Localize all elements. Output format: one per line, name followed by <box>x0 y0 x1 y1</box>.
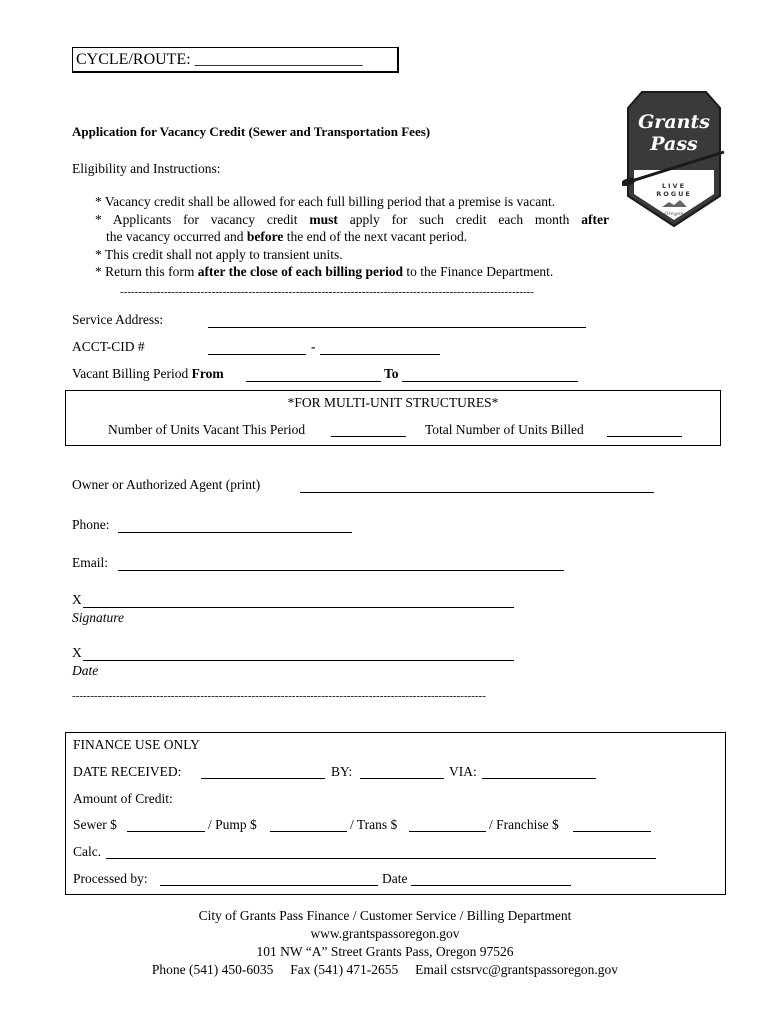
footer-phone: Phone (541) 450-6035 <box>151 962 274 977</box>
logo-text-live: LIVE <box>661 182 687 190</box>
instruction-item: * Applicants for vacancy credit must apply for such credit each month after <box>95 211 609 227</box>
acct-field[interactable] <box>208 339 306 355</box>
calc-field[interactable] <box>106 844 656 859</box>
form-title: Application for Vacancy Credit (Sewer and Transportation Fees) <box>72 124 431 139</box>
via-field[interactable] <box>482 764 596 779</box>
processed-by-label: Processed by: <box>73 871 148 886</box>
calc-label: Calc. <box>73 844 102 859</box>
service-address-field[interactable] <box>208 312 586 328</box>
phone-label: Phone: <box>72 517 110 532</box>
acct-dash: - <box>311 339 316 354</box>
logo-text-grants: Grants <box>638 111 710 133</box>
service-address-label: Service Address: <box>72 312 164 327</box>
instruction-item: * Return this form after the close of each billing period to the Finance Department. <box>95 264 554 279</box>
instruction-item: * Vacancy credit shall be allowed for each full billing period that a premise is vacant. <box>95 194 556 209</box>
pump-label: / Pump $ <box>208 817 257 832</box>
eligibility-label: Eligibility and Instructions: <box>72 161 221 176</box>
units-vacant-label: Number of Units Vacant This Period <box>108 422 306 437</box>
franchise-label: / Franchise $ <box>489 817 559 832</box>
amount-credit-label: Amount of Credit: <box>73 791 173 806</box>
cycle-route-label: CYCLE/ROUTE: _____________________ <box>76 51 363 68</box>
units-vacant-field[interactable] <box>331 422 406 437</box>
finance-use-section <box>65 732 726 895</box>
footer-website: www.grantspassoregon.gov <box>310 926 460 941</box>
by-field[interactable] <box>360 764 444 779</box>
instruction-item-continued: the vacancy occurred and before the end of the next vacant period. <box>106 229 468 244</box>
pump-field[interactable] <box>270 817 347 832</box>
signature-field[interactable] <box>83 592 514 608</box>
footer-fax: Fax (541) 471-2655 <box>290 962 399 977</box>
agent-name-field[interactable] <box>300 477 654 493</box>
footer-address: 101 NW “A” Street Grants Pass, Oregon 97526 <box>256 944 514 959</box>
vacant-period-label: Vacant Billing Period From <box>72 366 224 381</box>
footer <box>0 907 770 979</box>
logo-text-pass: Pass <box>650 133 698 155</box>
units-billed-field[interactable] <box>607 422 682 437</box>
grants-pass-logo <box>622 88 726 230</box>
period-from-field[interactable] <box>246 366 381 382</box>
franchise-field[interactable] <box>573 817 651 832</box>
phone-field[interactable] <box>118 517 352 533</box>
instructions-list <box>95 193 609 281</box>
processed-by-field[interactable] <box>160 871 378 886</box>
logo-text-oregon: Oregon <box>664 211 684 217</box>
cycle-route-field[interactable] <box>72 47 399 73</box>
units-billed-label: Total Number of Units Billed <box>425 422 584 437</box>
multi-unit-heading: *FOR MULTI-UNIT STRUCTURES* <box>287 395 499 410</box>
via-label: VIA: <box>449 764 477 779</box>
finance-heading: FINANCE USE ONLY <box>73 737 200 752</box>
separator-line: ----------------------------------------------------------------------------------------------------------------- <box>120 286 534 298</box>
acct-cid-label: ACCT-CID # <box>72 339 145 354</box>
date-received-field[interactable] <box>201 764 325 779</box>
logo-text-rogue: ROGUE <box>656 190 692 198</box>
date-field[interactable] <box>83 645 514 661</box>
cid-field[interactable] <box>320 339 440 355</box>
to-label: To <box>384 366 399 381</box>
period-to-field[interactable] <box>402 366 578 382</box>
trans-field[interactable] <box>409 817 486 832</box>
email-field[interactable] <box>118 555 564 571</box>
multi-unit-section <box>65 390 721 446</box>
footer-contacts <box>0 961 770 979</box>
date-x: X <box>72 645 82 660</box>
separator-line: ----------------------------------------------------------------------------------------------------------------- <box>72 690 486 702</box>
processed-date-label: Date <box>382 871 408 886</box>
instruction-item: * This credit shall not apply to transient units. <box>95 246 343 262</box>
processed-date-field[interactable] <box>411 871 571 886</box>
by-label: BY: <box>331 764 353 779</box>
footer-department: City of Grants Pass Finance / Customer Service / Billing Department <box>198 908 572 923</box>
email-label: Email: <box>72 555 108 570</box>
date-label: Date <box>72 663 99 678</box>
signature-x: X <box>72 592 82 607</box>
trans-label: / Trans $ <box>350 817 398 832</box>
signature-label: Signature <box>72 610 124 625</box>
sewer-label: Sewer $ <box>73 817 117 832</box>
footer-email: Email cstsrvc@grantspassoregon.gov <box>415 962 619 977</box>
agent-label: Owner or Authorized Agent (print) <box>72 477 261 492</box>
date-received-label: DATE RECEIVED: <box>73 764 182 779</box>
sewer-field[interactable] <box>127 817 205 832</box>
